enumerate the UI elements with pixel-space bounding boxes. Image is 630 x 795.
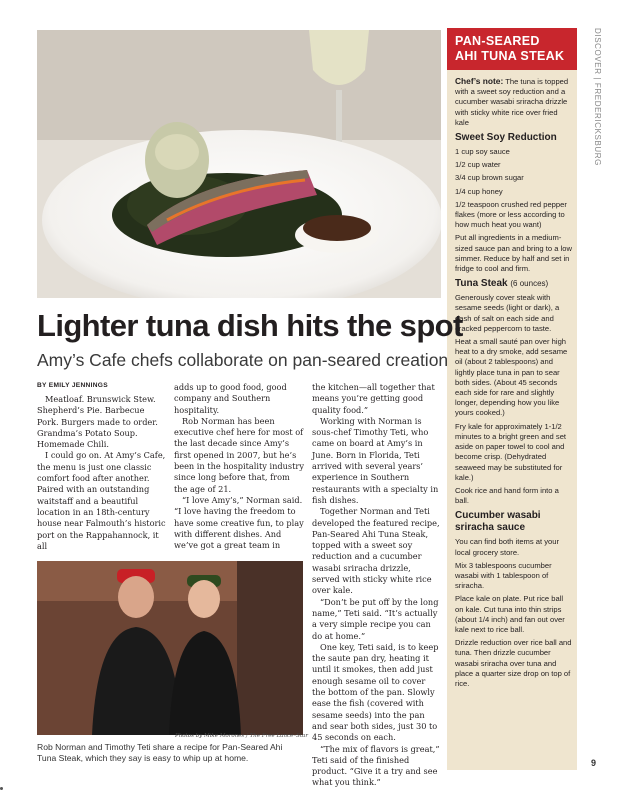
- paragraph: Rob Norman has been executive chef here for most of the last decade since Amy’s first opened in 2007, but he’s been in the hospitality industry since long before that, from the age of 21.: [174, 415, 304, 494]
- recipe-title-line2: AHI TUNA STEAK: [455, 49, 565, 63]
- tuna-heading-text: Tuna Steak: [455, 278, 508, 290]
- soy-item: 1/4 cup honey: [455, 186, 503, 196]
- tuna-item: Fry kale for approximately 1-1/2 minutes to a bright green and set aside on paper towel to cool and become crisp. (Dehydrated seaweed may be substituted for kale.): [455, 421, 567, 482]
- section-label-text: DISCOVER | FREDERICKSBURG: [593, 28, 602, 166]
- photo-credit: Photos by Mike Morones / The Free Lance–Star: [175, 733, 308, 739]
- paragraph: I could go on. At Amy’s Cafe, the menu is just one classic comfort food after another. Paired with an outstanding waitstaff and a beautiful location in an 18th-century house near Falmouth’s historic port on the Rappahannock, it all: [37, 450, 166, 551]
- chefs-photo: [37, 561, 303, 735]
- chefs-portrait-image: [37, 561, 303, 735]
- cucumber-item: You can find both items at your local grocery store.: [455, 537, 559, 557]
- paragraph: “The mix of flavors is great,” Teti said of the finished product. “Give it a try and see what you think.”: [312, 743, 440, 788]
- paragraph: adds up to good food, good company and Southern hospitality.: [174, 382, 287, 415]
- soy-heading: Sweet Soy Reduction: [455, 132, 557, 144]
- tuna-heading-sub: (6 ounces): [510, 279, 549, 289]
- article-column-3: [312, 382, 440, 789]
- tuna-item: Heat a small sauté pan over high heat to a dry smoke, add sesame oil (about 2 tablespoons) and lightly place tuna in pan to sear both sides. (About 45 seconds each side for rare and slightly longer, depending how you like yours cooked.): [455, 337, 568, 418]
- recipe-body: [455, 76, 573, 692]
- tuna-item: Cook rice and hand form into a ball.: [455, 485, 559, 506]
- paragraph: Together Norman and Teti developed the featured recipe, Pan-Seared Ahi Tuna Steak, topped with a sweet soy reduction and a cucumber wasabi sriracha drizzle, served with sticky white rice over kale.: [312, 506, 440, 596]
- recipe-title: [447, 28, 577, 70]
- page-number: 9: [591, 758, 597, 768]
- article-column-2: [174, 382, 305, 551]
- headline: Lighter tuna dish hits the spot: [37, 308, 463, 343]
- chefs-note-label: Chef’s note:: [455, 76, 504, 86]
- photo-caption: Rob Norman and Timothy Teti share a recipe for Pan-Seared Ahi Tuna Steak, which they say is easy to whip up at home.: [37, 742, 283, 763]
- margin-dot: [0, 787, 3, 790]
- paragraph: Working with Norman is sous-chef Timothy Teti, who came on board at Amy’s in June. Born in Florida, Teti arrived with several years’ experience in Southern restaurants with a specialty in fish dishes.: [312, 415, 439, 505]
- paragraph: One key, Teti said, is to keep the saute pan dry, heating it until it smokes, then add just enough sesame oil to cover the bottom of the pan. Slowly ease the fish (covered with sesame seeds) into the pan and sear both sides, just 30 to 45 seconds on each.: [312, 641, 439, 743]
- article-column-1: [37, 394, 168, 552]
- paragraph: Meatloaf. Brunswick Stew. Shepherd’s Pie. Barbecue Pork. Burgers made to order. Grandma’s Potato Soup. Homemade Chili.: [37, 394, 158, 450]
- cucumber-item: Drizzle reduction over rice ball and tuna. Then drizzle cucumber wasabi sriracha over tuna and place a quarter size drop on top of rice.: [455, 638, 572, 688]
- byline: BY EMILY JENNINGS: [37, 382, 108, 389]
- cucumber-item: Place kale on plate. Put rice ball on kale. Cut tuna into thin strips (about 1/4 inch) and fan out over kale next to rice ball.: [455, 594, 565, 634]
- soy-item: 3/4 cup brown sugar: [455, 173, 524, 183]
- tuna-heading: [455, 278, 573, 290]
- subhead: Amy’s Cafe chefs collaborate on pan-seared creation: [37, 350, 449, 370]
- chefs-note: [455, 76, 573, 128]
- paragraph: “Don’t be put off by the long name,” Teti said. “It’s actually a very simple recipe you can do at home.”: [312, 596, 439, 641]
- soy-item: 1 cup soy sauce: [455, 147, 510, 157]
- tuna-item: Generously cover steak with sesame seeds (light or dark), a dash of salt on each side and cracked peppercorn to taste.: [455, 293, 560, 333]
- soy-item: Put all ingredients in a medium-sized sauce pan and bring to a low simmer. Reduce by half and set in fridge to cool and firm.: [455, 233, 572, 274]
- soy-item: 1/2 cup water: [455, 160, 501, 170]
- chefs-note-text: The tuna is topped with a sweet soy reduction and a cucumber wasabi sriracha drizzle with sticky white rice over fried kale: [455, 77, 569, 127]
- paragraph: “I love Amy’s,” Norman said. “I love having the freedom to have some creative fun, to play with different dishes. And we’ve got a great team in: [174, 494, 304, 551]
- recipe-title-line1: PAN-SEARED: [455, 34, 540, 48]
- cucumber-item: Mix 3 tablespoons cucumber wasabi with 1 tablespoon of sriracha.: [455, 560, 552, 591]
- soy-item: 1/2 teaspoon crushed red pepper flakes (more or less according to how much heat you want): [455, 199, 567, 230]
- cucumber-heading: Cucumber wasabi sriracha sauce: [455, 510, 541, 534]
- section-label: [590, 28, 604, 228]
- paragraph: the kitchen—all together that means you’re getting good quality food.”: [312, 382, 435, 415]
- tuna-plate-photo: [37, 30, 441, 298]
- recipe-sidebar: [447, 28, 577, 770]
- hero-photo: [37, 30, 441, 298]
